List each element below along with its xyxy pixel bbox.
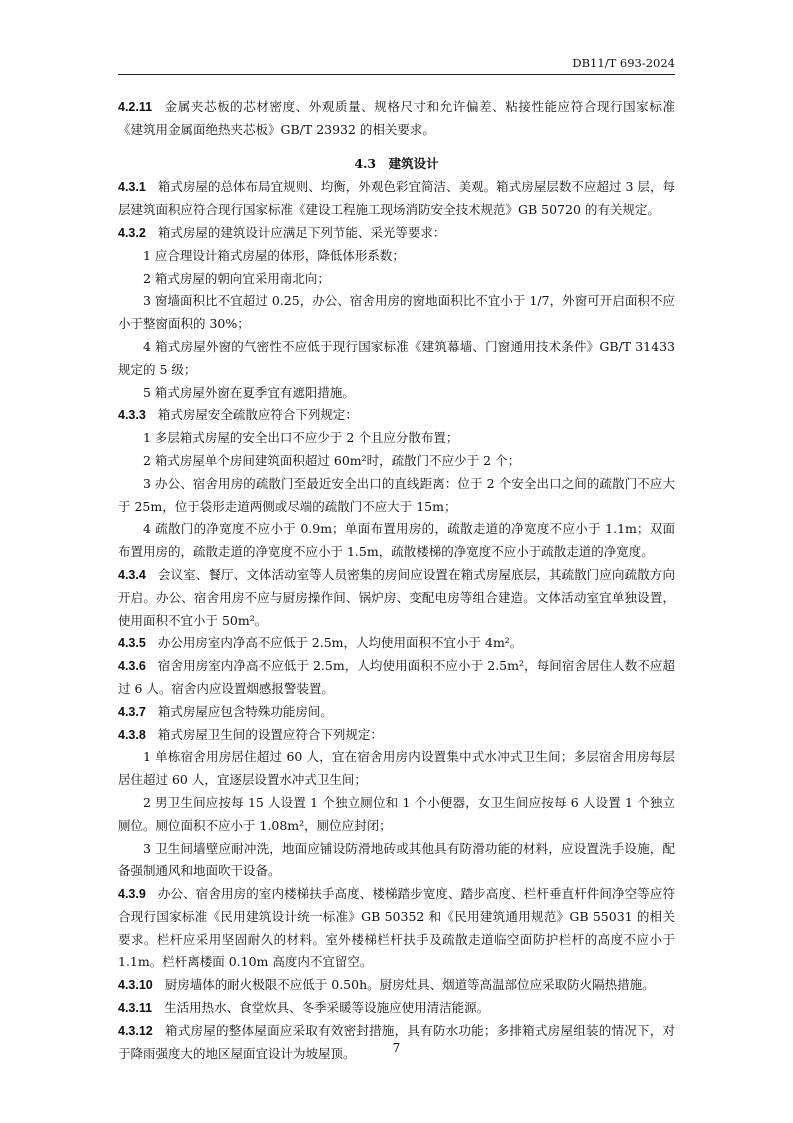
clause-number: 4.3.1 <box>118 180 146 195</box>
clause-text: 箱式房屋的整体屋面应采取有效密封措施，具有防水功能；多排箱式房屋组装的情况下，对于降雨强度大的地区屋面宜设计为坡屋顶。 <box>118 1022 675 1061</box>
document-body <box>118 96 675 1065</box>
clause-number: 4.3.7 <box>118 704 146 719</box>
clause-number: 4.3.9 <box>118 887 146 902</box>
clause-paragraph <box>118 564 675 632</box>
clause-number: 4.3.3 <box>118 408 146 423</box>
section-heading: 4.3 建筑设计 <box>354 155 439 171</box>
page-number: 7 <box>392 1041 401 1055</box>
clause-text: 箱式房屋的总体布局宜规则、均衡，外观色彩宜简洁、美观。箱式房屋层数不应超过 3 层，每层建筑面积应符合现行国家标准《建设工程施工现场消防安全技术规范》GB 50720 的有关规定。 <box>118 179 675 218</box>
list-item: 2 箱式房屋的朝向宜采用南北向； <box>143 270 330 286</box>
list-item: 2 箱式房屋单个房间建筑面积超过 60m²时，疏散门不应少于 2 个； <box>143 452 521 468</box>
clause-text: 箱式房屋的建筑设计应满足下列节能、采光等要求： <box>157 224 446 240</box>
clause-text: 厨房墙体的耐火极限不应低于 0.50h。厨房灶具、烟道等高温部位应采取防火隔热措施。 <box>164 977 655 993</box>
clause-number: 4.3.8 <box>118 727 146 742</box>
clause-text: 宿舍用房室内净高不应低于 2.5m，人均使用面积不应小于 2.5m²，每间宿舍居住人数不应超过 6 人。宿舍内应设置烟感报警装置。 <box>118 658 675 696</box>
clause-text: 办公用房室内净高不应低于 2.5m，人均使用面积不宜小于 4m²。 <box>157 635 523 651</box>
header-rule <box>118 74 675 75</box>
clause-paragraph <box>118 404 675 427</box>
standard-code: DB11/T 693-2024 <box>572 56 675 70</box>
list-item: 1 应合理设计箱式房屋的体形，降低体形系数； <box>143 247 405 263</box>
clause-number: 4.3.6 <box>118 659 146 674</box>
list-item: 1 多层箱式房屋的安全出口不应少于 2 个且应分散布置； <box>143 430 459 446</box>
list-item: 3 办公、宿舍用房的疏散门至最近安全出口的直线距离：位于 2 个安全出口之间的疏散门不应大于 25m，位于袋形走道两侧或尽端的疏散门不应大于 15m； <box>118 475 675 514</box>
clause-paragraph <box>118 176 675 222</box>
clause-paragraph <box>118 222 675 245</box>
clause-number: 4.3.2 <box>118 225 146 240</box>
clause-paragraph <box>118 701 675 724</box>
list-item: 3 卫生间墙壁应耐冲洗，地面应铺设防滑地砖或其他具有防滑功能的材料，应设置洗手设施，配备强制通风和地面吹干设备。 <box>118 840 675 879</box>
list-item: 1 单栋宿舍用房居住超过 60 人，宜在宿舍用房内设置集中式水冲式卫生间；多层宿舍用房每层居住超过 60 人，宜逐层设置水冲式卫生间； <box>118 749 675 788</box>
list-item: 4 箱式房屋外窗的气密性不应低于现行国家标准《建筑幕墙、门窗通用技术条件》GB/T 31433 规定的 5 级； <box>118 338 675 377</box>
clause-paragraph <box>118 883 675 974</box>
list-item: 5 箱式房屋外窗在夏季宜有遮阳措施。 <box>143 384 355 400</box>
list-item: 3 窗墙面积比不宜超过 0.25，办公、宿舍用房的窗地面积比不宜小于 1/7，外窗可开启面积不应小于整窗面积的 30%； <box>118 293 675 332</box>
clause-number: 4.3.12 <box>118 1023 153 1038</box>
clause-number: 4.3.11 <box>118 1001 153 1016</box>
clause-paragraph <box>118 655 675 701</box>
clause-number: 4.3.5 <box>118 636 146 651</box>
clause-text: 箱式房屋应包含特殊功能房间。 <box>157 703 333 719</box>
clause-number: 4.2.11 <box>118 100 153 114</box>
clause-text: 金属夹芯板的芯材密度、外观质量、规格尺寸和允许偏差、粘接性能应符合现行国家标准《建筑用金属面绝热夹芯板》GB/T 23932 的相关要求。 <box>118 99 675 137</box>
clause-text: 生活用热水、食堂炊具、冬季采暖等设施应使用清洁能源。 <box>164 1000 490 1016</box>
clause-paragraph <box>118 724 675 747</box>
clause-paragraph <box>118 997 675 1020</box>
clause-number: 4.3.10 <box>118 978 153 993</box>
clause-text: 箱式房屋安全疏散应符合下列规定： <box>157 407 358 423</box>
page-header <box>118 56 675 70</box>
clause-text: 箱式房屋卫生间的设置应符合下列规定： <box>157 726 383 742</box>
list-item: 4 疏散门的净宽度不应小于 0.9m；单面布置用房的，疏散走道的净宽度不应小于 1.1m；双面布置用房的，疏散走道的净宽度不应小于 1.5m，疏散楼梯的净宽度不应小于疏散走道的净宽度。 <box>118 521 675 560</box>
clause-text: 办公、宿舍用房的室内楼梯扶手高度、楼梯踏步宽度、踏步高度、栏杆垂直杆件间净空等应符合现行国家标准《民用建筑设计统一标准》GB 50352 和《民用建筑通用规范》GB 55031 的相关要求。栏杆应采用坚固耐久的材料。室外楼梯栏杆扶手及疏散走道临空面防护栏杆的高度不应小于 1.1m。栏杆离楼面 0.10m 高度内不宜留空。 <box>118 886 675 970</box>
clause-paragraph <box>118 632 675 655</box>
clause-paragraph <box>118 974 675 997</box>
clause-number: 4.3.4 <box>118 567 146 582</box>
clause-paragraph <box>118 96 675 142</box>
list-item: 2 男卫生间应按每 15 人设置 1 个独立厕位和 1 个小便器，女卫生间应按每 6 人设置 1 个独立厕位。厕位面积不应小于 1.08m²，厕位应封闭； <box>118 794 675 833</box>
clause-text: 会议室、餐厅、文体活动室等人员密集的房间应设置在箱式房屋底层，其疏散门应向疏散方向开启。办公、宿舍用房不应与厨房操作间、锅炉房、变配电房等组合建造。文体活动室宜单独设置，使用面积不宜小于 50m²。 <box>118 566 675 628</box>
